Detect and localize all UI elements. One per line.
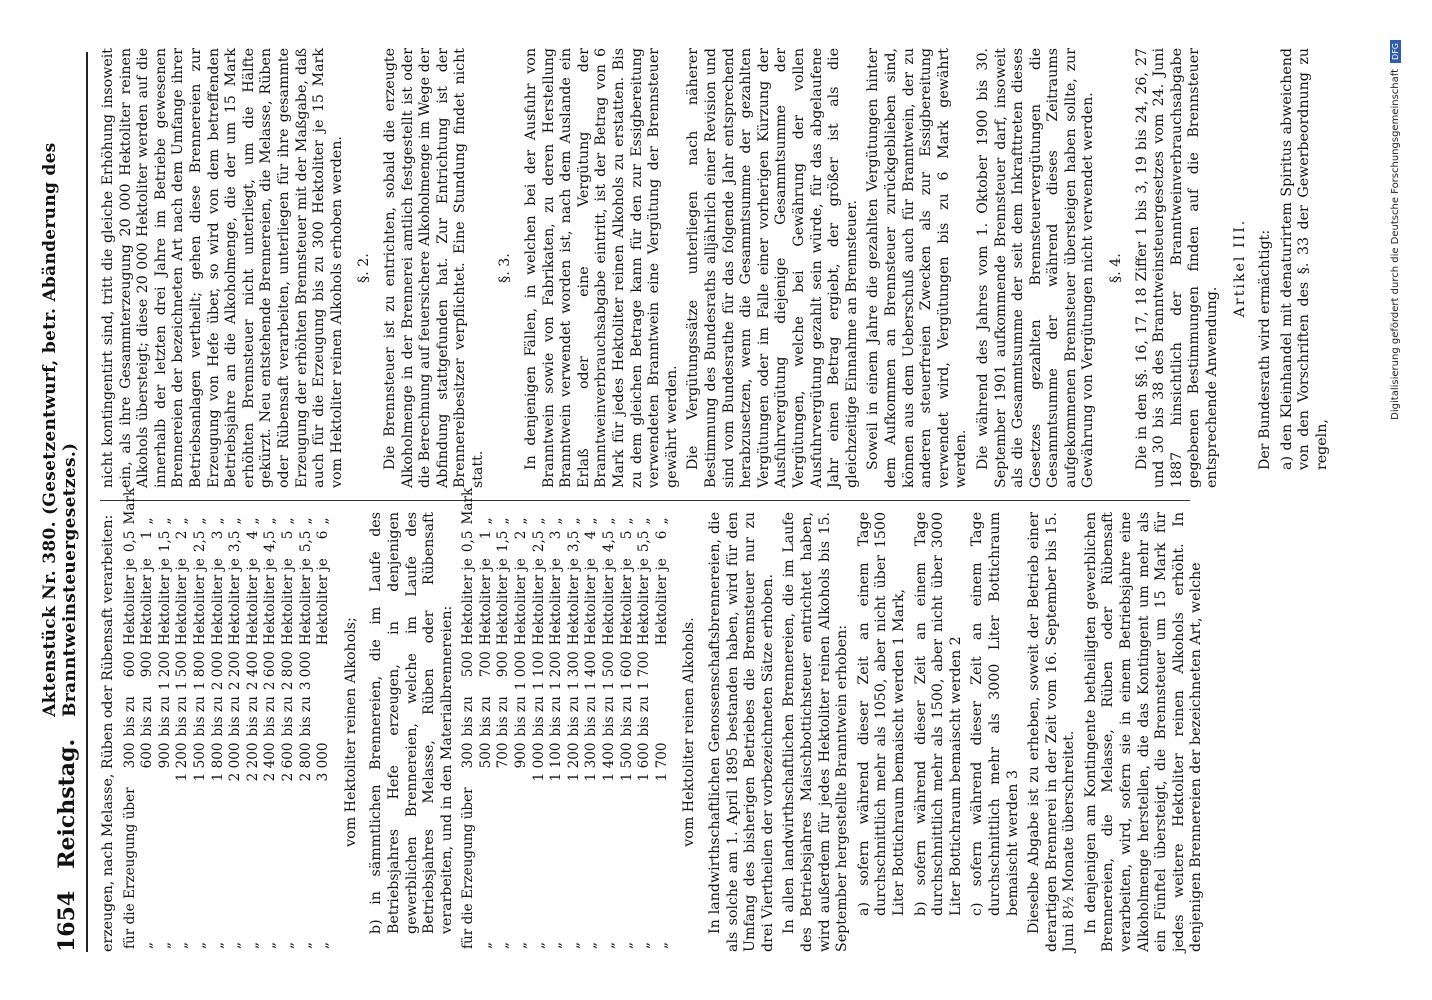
- rate-cell: Hektoliter je: [548, 558, 565, 646]
- rate-cell: 1 600: [618, 651, 635, 691]
- option-c-value: 3: [1004, 770, 1021, 780]
- rate-cell: „: [583, 517, 600, 525]
- rate-cell: bis zu: [297, 696, 314, 737]
- option-a-text: a) sofern während dieser Zeit an einem Tage durchschnittlich mehr als 1050, aber nicht über 1500 Liter Bottichraum bemaischt werden: [855, 512, 907, 916]
- rate-cell: bis zu: [156, 696, 173, 737]
- rate-cell: Hektoliter je: [618, 558, 635, 646]
- rate-row: [478, 485, 496, 952]
- rate-cell: „: [653, 517, 670, 525]
- rate-row: [619, 485, 637, 952]
- rate-cell: „: [262, 517, 279, 525]
- rate-cell: Hektoliter je: [315, 558, 332, 646]
- rate-cell: 1 200: [156, 651, 173, 691]
- rate-cell: 3 000: [297, 651, 314, 691]
- paragraph: nicht kontingentirt sind, tritt die gleiche Erhöhung insoweit ein, als ihre Gesammterzeugung 20 000 Hektoliter reinen Alkohols übersteigt; diese 20 000 Hektoliter werden auf die innerhalb der letzten drei Jahre im Betriebe gewesenen Brennereien der bezeichneten Art nach dem Umfange ihrer Betriebsanlagen vertheilt; gehen diese Brennereien zur Erzeugung von Hefe über, so wird von dem betreffenden Betriebsjahre an die Alkoholmenge, die der um 15 Mark erhöhten Brennsteuer nicht unterliegt, um die Hälfte gekürzt. Neu entstehende Brennereien, die Melasse, Rüben oder Rübensaft verarbeiten, unterliegen für ihre gesammte Erzeugung der erhöhten Brennsteuer mit der Maßgabe, daß auch für die Erzeugung bis zu 300 Hektoliter je 15 Mark vom Hektoliter reinen Alkohols erhoben werden.: [100, 48, 345, 488]
- rate-cell: „: [583, 941, 600, 949]
- rate-cell: 2: [513, 530, 530, 540]
- rate-cell: Hektoliter je: [244, 558, 261, 646]
- intro-text: erzeugen, nach Melasse, Rüben oder Rübensaft verarbeiten:: [100, 514, 116, 952]
- rate-cell: „: [477, 517, 494, 525]
- rate-cell: „: [548, 517, 565, 525]
- paragraph: Die in den §§. 16, 17, 18 Ziffer 1 bis 3, 19 bis 24, 26, 27 und 30 bis 38 des Branntweinsteuergesetzes vom 24. Juni 1887 hinsichtlich der Branntweinverbrauchsabgabe gegebenen Bestimmungen finden auf die Brennsteuer entsprechende Anwendung.: [1133, 48, 1221, 488]
- rate-cell: 300: [121, 742, 138, 769]
- rate-cell: Mark: [460, 487, 477, 525]
- rate-cell: „: [601, 941, 618, 949]
- rate-cell: 4,5: [262, 530, 279, 553]
- rate-cell: „: [530, 517, 547, 525]
- rate-cell: 1 500: [618, 742, 635, 782]
- rate-cell: [654, 693, 672, 739]
- rate-cell: 900: [495, 651, 512, 678]
- rate-row: [315, 485, 333, 952]
- rate-cell: 6: [653, 530, 670, 540]
- rate-cell: bis zu: [139, 696, 156, 737]
- rate-cell: „: [227, 517, 244, 525]
- rate-cell: 2 400: [262, 742, 279, 782]
- rate-row: [583, 485, 601, 952]
- digitization-text: Digitalisierung gefördert durch die Deutsche Forschungsgemeinschaft: [1390, 68, 1401, 420]
- rate-cell: 1: [139, 530, 156, 540]
- rate-cell: bis zu: [121, 696, 138, 737]
- rate-cell: Hektoliter je: [139, 558, 156, 646]
- rate-cell: „: [279, 517, 296, 525]
- rate-cell: „: [315, 941, 332, 949]
- rate-cell: „: [244, 517, 261, 525]
- rate-cell: „: [495, 517, 512, 525]
- rate-cell: bis zu: [636, 696, 653, 737]
- table1-after: vom Hektoliter reinen Alkohols;: [342, 617, 359, 847]
- paragraph: Der Bundesrath wird ermächtigt:: [1257, 229, 1274, 470]
- rate-cell: 700: [495, 742, 512, 769]
- rate-cell: 2 400: [244, 651, 261, 691]
- right-column: [100, 48, 1336, 488]
- rate-cell: 1 100: [530, 651, 547, 691]
- rate-cell: Mark: [121, 487, 138, 525]
- rate-cell: „: [156, 517, 173, 525]
- rate-row: [495, 485, 513, 952]
- rate-cell: 2,5: [191, 530, 208, 553]
- rate-cell: 3: [209, 530, 226, 540]
- rate-cell: „: [139, 517, 156, 525]
- option-a: [856, 512, 909, 952]
- dfg-logo: DFG: [1390, 40, 1401, 63]
- rate-cell: 0,5: [121, 530, 138, 553]
- rate-cell: „: [139, 941, 156, 949]
- rate-cell: „: [279, 941, 296, 949]
- rate-row: [174, 485, 192, 952]
- rate-cell: „: [477, 941, 494, 949]
- rate-cell: 1 200: [548, 651, 565, 691]
- rate-cell: 4,5: [601, 530, 618, 553]
- rate-cell: 1 700: [653, 742, 670, 782]
- article-heading: Artikel III.: [1231, 218, 1248, 318]
- paragraph: In landwirthschaftlichen Genossenschaftsbrennereien, die als solche am 1. April 1895 bestanden haben, wird für den Umfang des bisherigen Betriebes die Brennsteuer nur zu drei Viertheilen der vorbezeichneten Sätze erhoben.: [707, 512, 776, 952]
- rate-row: [460, 485, 478, 952]
- table2-after: vom Hektoliter reinen Alkohols.: [681, 617, 698, 847]
- rate-cell: bis zu: [530, 696, 547, 737]
- rate-cell: „: [618, 517, 635, 525]
- rate-cell: Hektoliter je: [565, 558, 582, 646]
- rate-cell: 1,5: [495, 530, 512, 553]
- page-number: 1654: [54, 890, 80, 952]
- rate-cell: 3,5: [565, 530, 582, 553]
- rate-cell: Hektoliter je: [513, 558, 530, 646]
- rate-cell: Hektoliter je: [279, 558, 296, 646]
- left-column: [100, 487, 1210, 952]
- rate-cell: 3 000: [315, 742, 332, 782]
- paragraph: In denjenigen Fällen, in welchen bei der Ausfuhr von Branntwein sowie von Fabrikaten, zu deren Herstellung Branntwein verwendet worden ist, nach dem Auslande ein Erlaß oder eine Vergütung der Branntweinverbrauchsabgabe eintritt, ist der Betrag von 6 Mark für jedes Hektoliter reinen Alkohols zu erstatten. Bis zu dem gleichen Betrage kann für den zur Essigbereitung verwendeten Branntwein eine Vergütung der Brennsteuer gewährt werden.: [523, 48, 680, 488]
- rate-row: [531, 485, 549, 952]
- rate-cell: Hektoliter je: [653, 558, 670, 646]
- rate-cell: 2 200: [244, 742, 261, 782]
- paragraph: Die Brennsteuer ist zu entrichten, sobald die erzeugte Alkoholmenge in der Brennerei amtlich festgestellt ist oder die Berechnung auf feuersichere Alkoholmenge im Wege der Abfindung stattgefunden hat. Zur Entrichtung ist der Brennereibesitzer verpflichtet. Eine Stundung findet nicht statt.: [381, 48, 486, 488]
- rate-cell: 4: [244, 530, 261, 540]
- rate-cell: bis zu: [495, 696, 512, 737]
- rate-cell: 1,5: [156, 530, 173, 553]
- rate-cell: bis zu: [244, 696, 261, 737]
- rate-cell: 2 600: [262, 651, 279, 691]
- rate-cell: Hektoliter je: [227, 558, 244, 646]
- rate-cell: 4: [583, 530, 600, 540]
- rate-cell: bis zu: [513, 696, 530, 737]
- rate-cell: „: [174, 941, 191, 949]
- rate-cell: 1 800: [191, 651, 208, 691]
- digitization-note: [1390, 40, 1401, 960]
- rate-row: [654, 485, 672, 952]
- rate-cell: 1 200: [174, 742, 191, 782]
- rate-cell: 6: [315, 530, 332, 540]
- paragraph: Soweil in einem Jahre die gezahlten Vergütungen hinter dem Aufkommen an Brennsteuer zurückgeblieben sind, können aus dem Ueberschuß auch für Branntwein, der zu anderen steuerfreien Zwecken als zur Essigbereitung verwendet wird, Vergütungen bis zu 6 Mark gewährt werden.: [865, 48, 970, 488]
- rate-row: [192, 485, 210, 952]
- clause-b: b) in sämmtlichen Brennereien, die im Laufe des Betriebsjahres Hefe erzeugen, in denjenigen gewerblichen Brennereien, welche im Laufe des Betriebsjahres Melasse, Rüben oder Rübensaft verarbeiten, und in den Materialbrennereien:: [368, 512, 455, 934]
- rate-cell: „: [191, 517, 208, 525]
- rate-cell: „: [244, 941, 261, 949]
- option-a-value: 1 Mark,: [890, 588, 907, 646]
- rate-cell: 1 200: [565, 742, 582, 782]
- rate-cell: „: [513, 941, 530, 949]
- rate-cell: bis zu: [548, 696, 565, 737]
- rate-row: [280, 485, 298, 952]
- rate-cell: bis zu: [477, 696, 494, 737]
- rate-cell: bis zu: [460, 696, 477, 737]
- rate-cell: 1 300: [583, 742, 600, 782]
- rate-cell: Hektoliter je: [191, 558, 208, 646]
- rate-cell: 600: [121, 651, 138, 678]
- rate-cell: „: [262, 941, 279, 949]
- rate-cell: 2 000: [209, 651, 226, 691]
- rate-row: [139, 485, 157, 952]
- rate-row: [566, 485, 584, 952]
- rate-cell: 2 200: [227, 651, 244, 691]
- rate-cell: 1 500: [174, 651, 191, 691]
- rate-row: [157, 485, 175, 952]
- rate-cell: 1 500: [601, 651, 618, 691]
- rate-cell: „: [156, 941, 173, 949]
- rate-cell: 900: [156, 742, 173, 769]
- rate-row: [262, 485, 280, 952]
- rate-row: [122, 485, 140, 952]
- rate-row: [513, 485, 531, 952]
- rate-cell: 1 000: [530, 742, 547, 782]
- rate-cell: bis zu: [174, 696, 191, 737]
- rate-cell: „: [174, 517, 191, 525]
- rate-cell: für die Erzeugung über: [460, 787, 477, 949]
- paragraph: In allen landwirthschaftlichen Brennereien, die im Laufe des Betriebsjahres Maischbottichsteuer entrichtet haben, wird außerdem für jedes Hektoliter reinen Alkohols bis 15. September hergestellte Branntwein erhoben:: [781, 512, 851, 952]
- rate-cell: Hektoliter je: [636, 558, 653, 646]
- rate-cell: 600: [139, 742, 156, 769]
- rate-cell: Hektoliter je: [495, 558, 512, 646]
- rate-cell: „: [297, 517, 314, 525]
- paragraph: a) den Kleinhandel mit denaturirtem Spiritus abweichend von den Vorschriften des §. 33 der Gewerbeordnung zu regeln,: [1278, 48, 1330, 470]
- rate-cell: 1 400: [601, 742, 618, 782]
- rate-cell: bis zu: [209, 696, 226, 737]
- rate-cell: „: [565, 941, 582, 949]
- rate-cell: 700: [477, 651, 494, 678]
- rate-cell: [315, 648, 333, 693]
- rate-cell: 5: [279, 530, 296, 540]
- rate-cell: 3: [548, 530, 565, 540]
- rate-cell: 3,5: [227, 530, 244, 553]
- rate-row: [636, 485, 654, 952]
- rate-cell: „: [636, 517, 653, 525]
- rate-cell: [315, 693, 333, 739]
- rate-cell: „: [548, 941, 565, 949]
- option-c-text: c) sofern während dieser Zeit an einem Tage durchschnittlich mehr als 3000 Liter Bottichraum bemaischt werden: [969, 512, 1021, 916]
- rate-cell: Hektoliter je: [530, 558, 547, 646]
- rate-cell: 1: [477, 530, 494, 540]
- rate-cell: bis zu: [565, 696, 582, 737]
- rate-cell: 2 000: [227, 742, 244, 782]
- rate-cell: 1 700: [636, 651, 653, 691]
- rate-cell: 1 300: [565, 651, 582, 691]
- rate-row: [245, 485, 263, 952]
- paragraph: Dieselbe Abgabe ist zu erheben, soweit der Betrieb einer derartigen Brennerei in der Zeit vom 16. September bis 15. Juni 8½ Monate überschreitet.: [1026, 512, 1078, 952]
- rate-cell: bis zu: [279, 696, 296, 737]
- rate-cell: 500: [477, 742, 494, 769]
- section-heading: §. 4.: [1108, 253, 1125, 283]
- rate-cell: bis zu: [262, 696, 279, 737]
- rate-cell: „: [530, 941, 547, 949]
- section-heading: §. 3.: [497, 253, 514, 283]
- section-heading: §. 2.: [356, 253, 373, 283]
- rate-cell: bis zu: [601, 696, 618, 737]
- rate-cell: 5,5: [297, 530, 314, 553]
- rate-cell: 0,5: [460, 530, 477, 553]
- rate-cell: 300: [460, 742, 477, 769]
- rate-cell: „: [209, 941, 226, 949]
- rate-cell: 2 800: [297, 742, 314, 782]
- rate-cell: „: [636, 941, 653, 949]
- rate-cell: Hektoliter je: [583, 558, 600, 646]
- rate-cell: 2,5: [530, 530, 547, 553]
- rate-row: [548, 485, 566, 952]
- rate-cell: für die Erzeugung über: [121, 787, 138, 949]
- paragraph: Die während des Jahres vom 1. Oktober 1900 bis 30. September 1901 aufkommende Brennsteuer darf, insoweit als die Gesammtsumme der seit dem Inkrafttreten dieses Gesetzes gezahlten Brennsteuervergütungen die Gesammtsumme der während dieses Zeitraums aufgekommenen Brennsteuer übersteigen haben sollte, zur Gewährung von Vergütungen nicht verwendet werden.: [974, 48, 1097, 488]
- rate-row: [298, 485, 316, 952]
- rate-cell: Hektoliter je: [297, 558, 314, 646]
- option-c: [969, 512, 1022, 952]
- rate-cell: „: [565, 517, 582, 525]
- rate-cell: „: [297, 941, 314, 949]
- rate-cell: 2 800: [279, 651, 296, 691]
- rate-cell: 2 600: [279, 742, 296, 782]
- rate-cell: „: [618, 941, 635, 949]
- section-title: Reichstag.: [54, 738, 80, 869]
- page-header: [40, 52, 88, 952]
- rate-cell: 1 400: [583, 651, 600, 691]
- rate-cell: 1 800: [209, 742, 226, 782]
- rate-row: [210, 485, 228, 952]
- rate-cell: „: [315, 517, 332, 525]
- rate-cell: „: [227, 941, 244, 949]
- rate-cell: Hektoliter je: [262, 558, 279, 646]
- rate-row: [601, 485, 619, 952]
- rate-cell: 5: [618, 530, 635, 540]
- rate-cell: „: [653, 941, 670, 949]
- rate-cell: Hektoliter je: [174, 558, 191, 646]
- option-b-text: b) sofern während dieser Zeit an einem Tage durchschnittlich mehr als 1500, aber nicht über 3000 Liter Bottichraum bemaischt werden: [912, 512, 964, 916]
- rate-cell: Hektoliter je: [156, 558, 173, 646]
- rate-cell: Hektoliter je: [121, 558, 138, 646]
- rate-cell: Hektoliter je: [460, 558, 477, 646]
- rate-cell: 500: [460, 651, 477, 678]
- rate-cell: bis zu: [191, 696, 208, 737]
- rate-cell: „: [513, 517, 530, 525]
- rate-cell: 1 600: [636, 742, 653, 782]
- rate-cell: bis zu: [618, 696, 635, 737]
- option-b-value: 2: [947, 636, 964, 646]
- rate-cell: bis zu: [583, 696, 600, 737]
- rate-cell: Hektoliter je: [209, 558, 226, 646]
- paragraph: Die Vergütungssätze unterliegen nach näherer Bestimmung des Bundesraths alljährlich einer Revision und sind vom Bundesrathe für das folgende Jahr entsprechend herabzusetzen, wenn die Gesammtsumme der gezahlten Vergütungen oder im Falle einer vorherigen Kürzung der Ausfuhrvergütung diejenige Gesammtsumme der Vergütungen, welche bei Gewährung der vollen Ausfuhrvergütung gezahlt sein würde, für das abgelaufene Jahr einen Betrag ergiebt, der größer ist als die gleichzeitige Einnahme an Brennsteuer.: [685, 48, 860, 488]
- document-title: Aktenstück Nr. 380. (Gesetzentwurf, betr. Abänderung des Branntweinsteuergesetzes.): [40, 142, 80, 717]
- rate-cell: „: [601, 517, 618, 525]
- rate-cell: 5,5: [636, 530, 653, 553]
- rate-cell: [654, 648, 672, 693]
- rate-cell: „: [191, 941, 208, 949]
- rate-cell: bis zu: [227, 696, 244, 737]
- rate-cell: Hektoliter je: [601, 558, 618, 646]
- rate-cell: 1 500: [191, 742, 208, 782]
- rate-table-2: [460, 485, 671, 952]
- rate-cell: 900: [139, 651, 156, 678]
- rate-cell: 2: [174, 530, 191, 540]
- rate-row: [227, 485, 245, 952]
- rate-cell: 1 100: [548, 742, 565, 782]
- rate-cell: 900: [513, 742, 530, 769]
- rate-cell: Hektoliter je: [477, 558, 494, 646]
- rate-cell: „: [209, 517, 226, 525]
- rate-cell: 1 000: [513, 651, 530, 691]
- rate-table-1: [122, 485, 333, 952]
- rate-cell: „: [495, 941, 512, 949]
- paragraph: In denjenigen am Kontingente betheiligten gewerblichen Brennereien, die Melasse, Rüben oder Rübensaft verarbeiten, wird, sofern sie in einem Betriebsjahre eine Alkoholmenge herstellen, die das Kontingent um mehr als ein Fünftel übersteigt, die Brennsteuer um 15 Mark für jedes weitere Hektoliter reinen Alkohols erhöht. In denjenigen Brennereien der bezeichneten Art, welche: [1082, 512, 1205, 952]
- option-b: [913, 512, 966, 952]
